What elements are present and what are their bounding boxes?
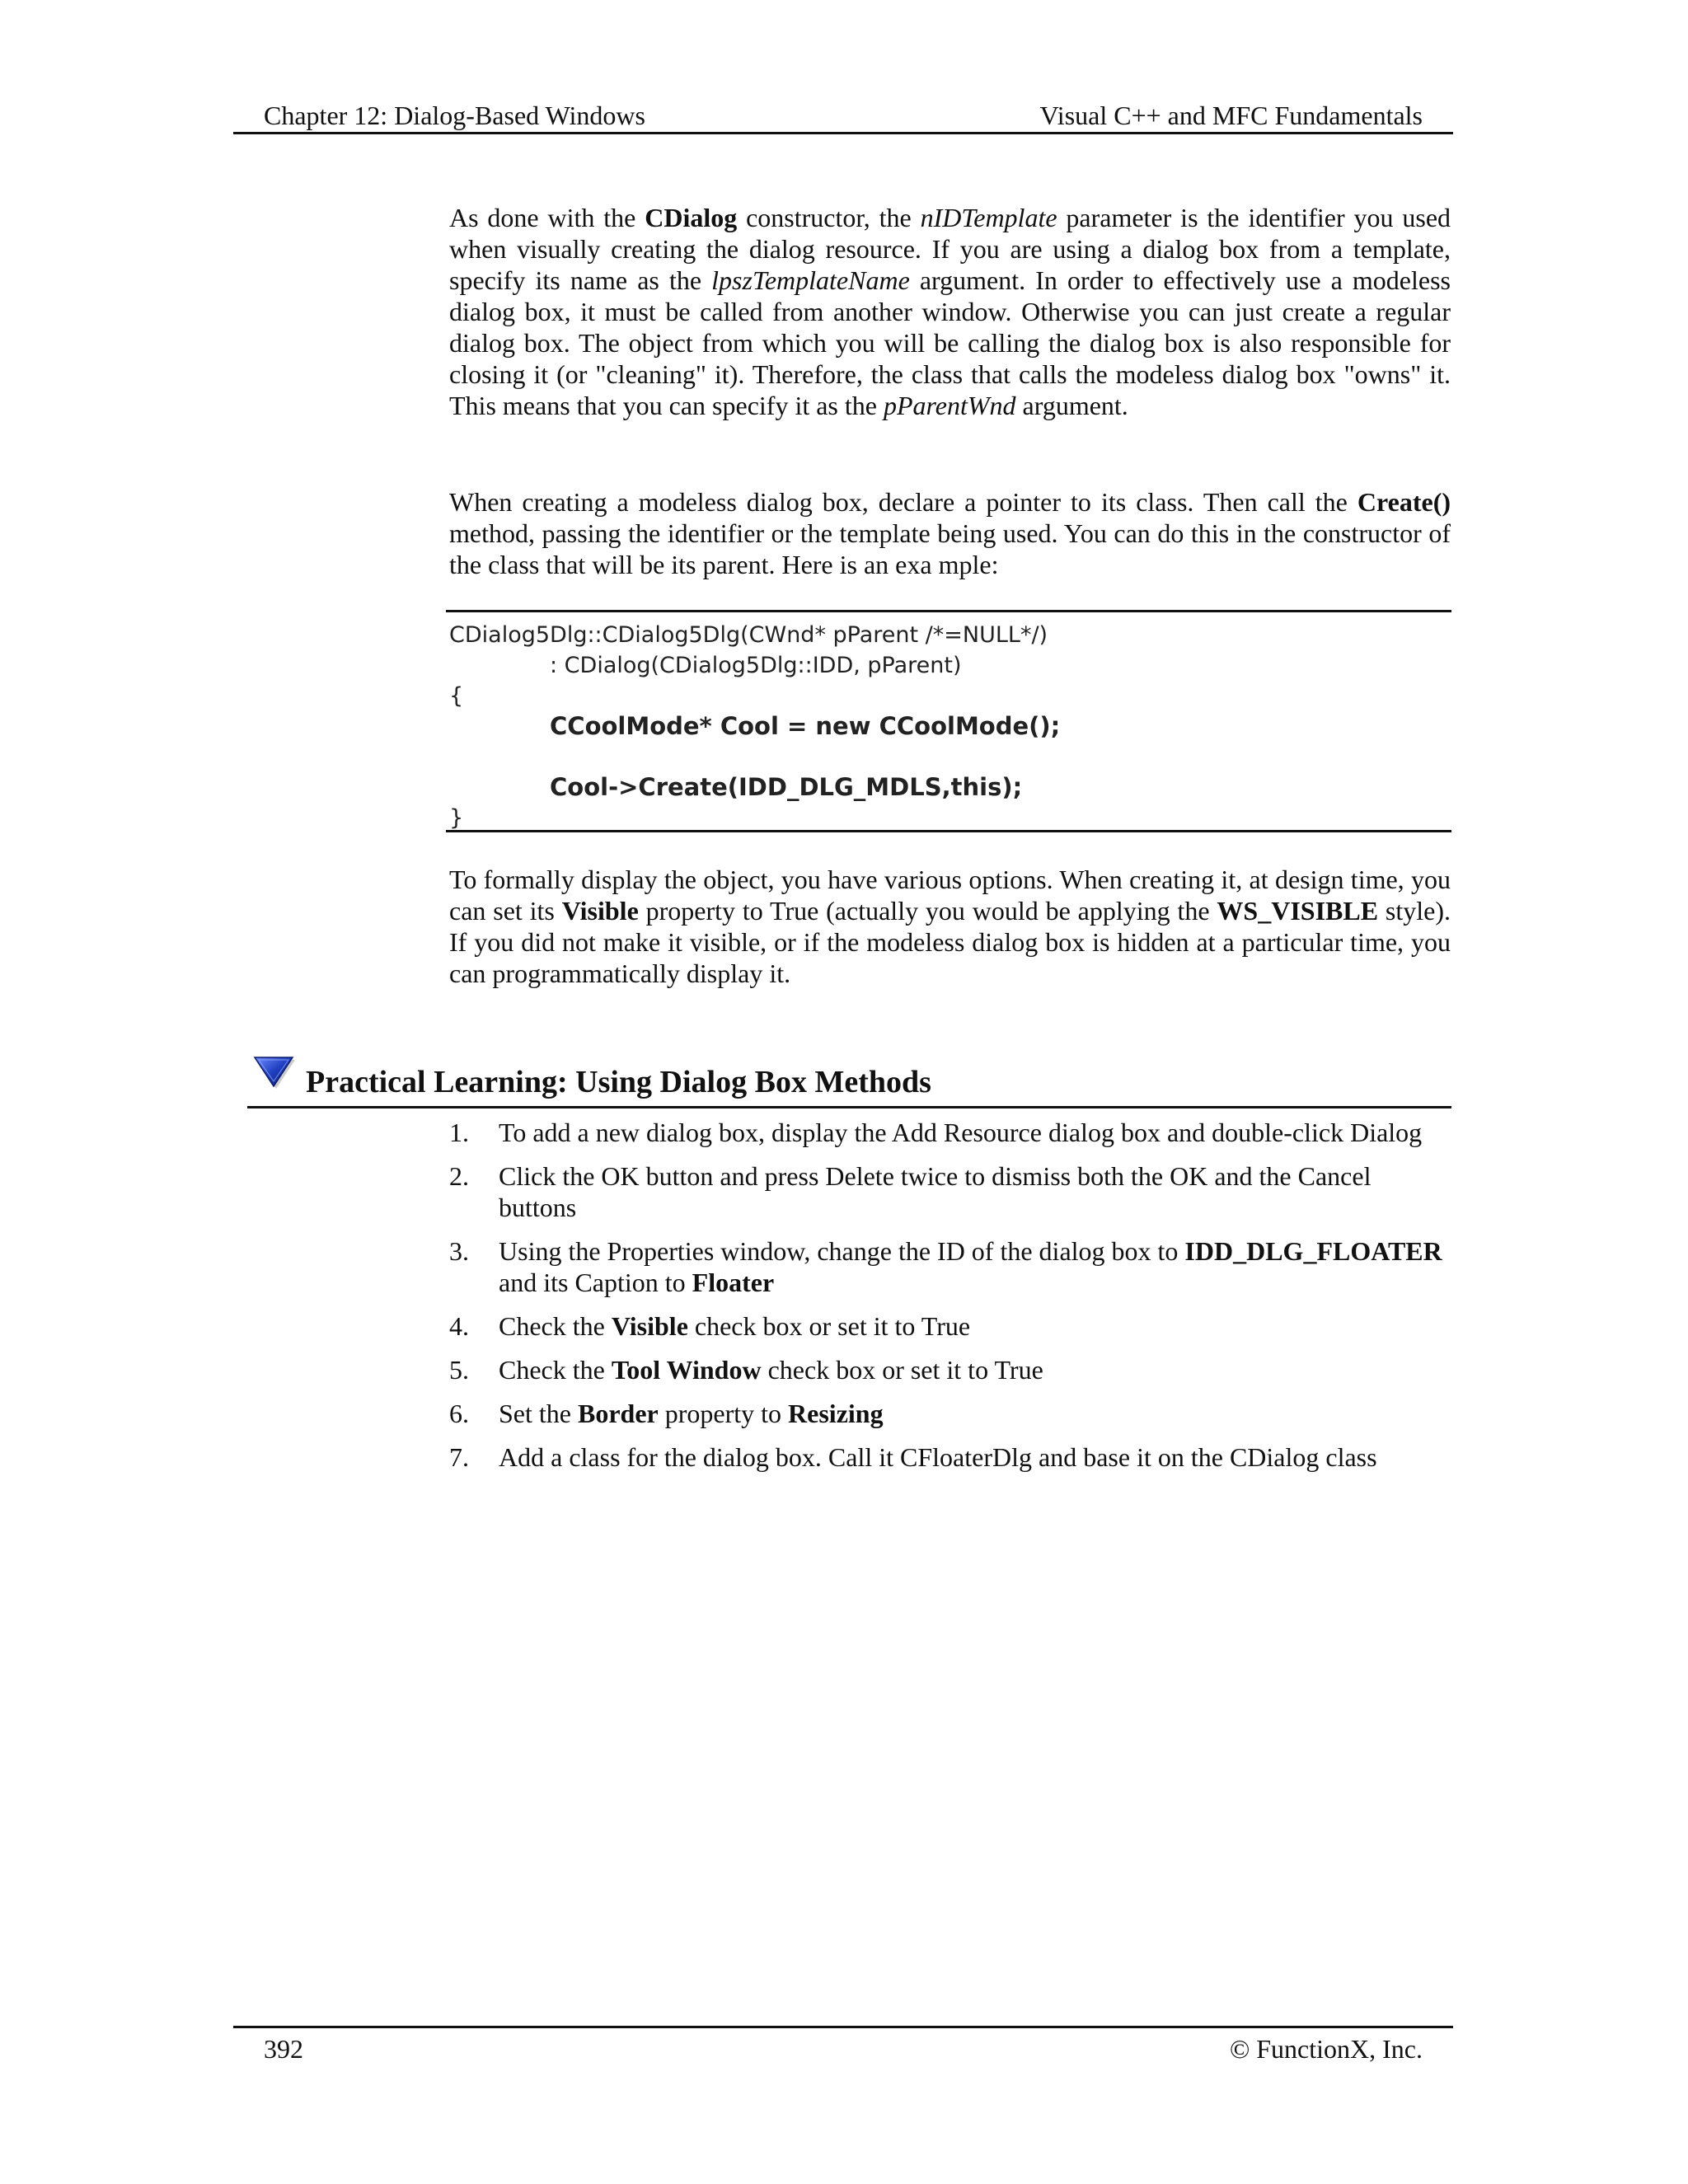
keyword-floater: Floater bbox=[692, 1268, 775, 1297]
step-text bbox=[499, 1441, 1451, 1473]
chapter-title: Chapter 12: Dialog-Based Windows bbox=[264, 101, 645, 130]
section-title: Practical Learning: Using Dialog Box Methods bbox=[306, 1065, 931, 1099]
footer-rule bbox=[233, 2026, 1453, 2028]
list-item bbox=[449, 1310, 1451, 1342]
paragraph-cdialog-constructor bbox=[449, 202, 1451, 421]
text-run: When creating a modeless dialog box, declare a pointer to its class. Then call the bbox=[449, 487, 1357, 517]
list-item bbox=[449, 1398, 1451, 1429]
paragraph-display-object bbox=[449, 864, 1451, 989]
header-rule bbox=[233, 132, 1453, 134]
text-run: property to bbox=[658, 1399, 789, 1428]
step-text bbox=[499, 1310, 1451, 1342]
keyword-visible: Visible bbox=[611, 1311, 688, 1341]
text-run: argument. bbox=[1015, 391, 1128, 420]
code-rule-top bbox=[446, 610, 1451, 612]
text-run: method, passing the identifier or the template being used. You can do this in the constructor of the class that will be its parent. Here is an exa mple: bbox=[449, 518, 1451, 579]
code-line: CCoolMode* Cool = new CCoolMode(); bbox=[550, 712, 1061, 740]
keyword-resizing: Resizing bbox=[788, 1399, 884, 1428]
step-number: 5. bbox=[449, 1355, 469, 1385]
step-number: 3. bbox=[449, 1236, 469, 1266]
text-run: Add a class for the dialog box. Call it CFloaterDlg and base it on the CDialog class bbox=[499, 1442, 1377, 1472]
keyword-create: Create() bbox=[1357, 487, 1451, 517]
code-block bbox=[449, 620, 1451, 833]
code-line: { bbox=[449, 683, 464, 709]
text-run: parameter is the identifier you used when visually creating the dialog resource. If you are using a dialog box from a template, specify its name as the bbox=[449, 203, 1451, 295]
list-item bbox=[449, 1160, 1451, 1223]
text-run: constructor, the bbox=[737, 203, 921, 232]
keyword-idd-dlg-floater: IDD_DLG_FLOATER bbox=[1184, 1236, 1442, 1266]
param-lpsztemplatename: lpszTemplateName bbox=[711, 265, 910, 295]
step-number: 2. bbox=[449, 1161, 469, 1191]
step-number: 4. bbox=[449, 1311, 469, 1341]
text-run: check box or set it to True bbox=[761, 1355, 1043, 1385]
text-run: and its Caption to bbox=[499, 1268, 692, 1297]
step-number: 1. bbox=[449, 1118, 469, 1147]
step-number: 6. bbox=[449, 1399, 469, 1428]
paragraph-modeless-create bbox=[449, 486, 1451, 580]
book-title: Visual C++ and MFC Fundamentals bbox=[1039, 101, 1423, 130]
list-item bbox=[449, 1117, 1451, 1148]
step-number: 7. bbox=[449, 1442, 469, 1472]
code-blank-line bbox=[449, 742, 1451, 772]
keyword-cdialog: CDialog bbox=[645, 203, 738, 232]
text-run: To formally display the object, you have various options. When creating it, at design time, you can set its bbox=[449, 865, 1451, 926]
step-text bbox=[499, 1117, 1451, 1148]
code-line: } bbox=[449, 805, 464, 831]
param-nidtemplate: nIDTemplate bbox=[920, 203, 1057, 232]
text-run: To add a new dialog box, display the Add Resource dialog box and double-click Dialog bbox=[499, 1118, 1423, 1147]
page-header bbox=[250, 97, 1437, 134]
text-run: Set the bbox=[499, 1399, 578, 1428]
step-text bbox=[499, 1354, 1451, 1385]
keyword-ws-visible: WS_VISIBLE bbox=[1217, 896, 1379, 926]
code-line: : CDialog(CDialog5Dlg::IDD, pParent) bbox=[550, 653, 962, 678]
text-run: Click the OK button and press Delete twice to dismiss both the OK and the Cancel buttons bbox=[499, 1161, 1372, 1222]
code-line: CDialog5Dlg::CDialog5Dlg(CWnd* pParent /*=NULL*/) bbox=[449, 622, 1048, 648]
keyword-tool-window: Tool Window bbox=[611, 1355, 762, 1385]
text-run: argument. In order to effectively use a modeless dialog box, it must be called from another window. Otherwise you can just create a regular dialog box. The object from which you will be calling the dialog box is also responsible for closing it (or "cleaning" it). Therefore, the class that calls the modeless dialog box "owns" it. This means that you can specify it as the bbox=[449, 265, 1451, 420]
copyright: © FunctionX, Inc. bbox=[1229, 2034, 1423, 2064]
blue-down-triangle-icon bbox=[251, 1053, 296, 1090]
text-run: As done with the bbox=[449, 203, 645, 232]
text-run: Check the bbox=[499, 1311, 612, 1341]
step-text bbox=[499, 1398, 1451, 1429]
list-item bbox=[449, 1235, 1451, 1298]
page-footer bbox=[250, 2031, 1437, 2067]
step-text bbox=[499, 1235, 1451, 1298]
text-run: Check the bbox=[499, 1355, 612, 1385]
list-item bbox=[449, 1441, 1451, 1473]
step-text bbox=[499, 1160, 1451, 1223]
code-rule-bottom bbox=[446, 830, 1451, 832]
page-number: 392 bbox=[264, 2034, 303, 2064]
keyword-visible: Visible bbox=[561, 896, 639, 926]
param-pparentwnd: pParentWnd bbox=[883, 391, 1016, 420]
code-line: Cool->Create(IDD_DLG_MDLS,this); bbox=[550, 773, 1023, 801]
list-item bbox=[449, 1354, 1451, 1385]
section-rule bbox=[247, 1106, 1451, 1108]
text-run: Using the Properties window, change the ID of the dialog box to bbox=[499, 1236, 1185, 1266]
steps-list bbox=[449, 1117, 1451, 1485]
text-run: style). If you did not make it visible, or if the modeless dialog box is hidden at a particular time, you can programmatically display it. bbox=[449, 896, 1451, 988]
text-run: check box or set it to True bbox=[687, 1311, 971, 1341]
keyword-border: Border bbox=[577, 1399, 659, 1428]
text-run: property to True (actually you would be applying the bbox=[638, 896, 1217, 926]
